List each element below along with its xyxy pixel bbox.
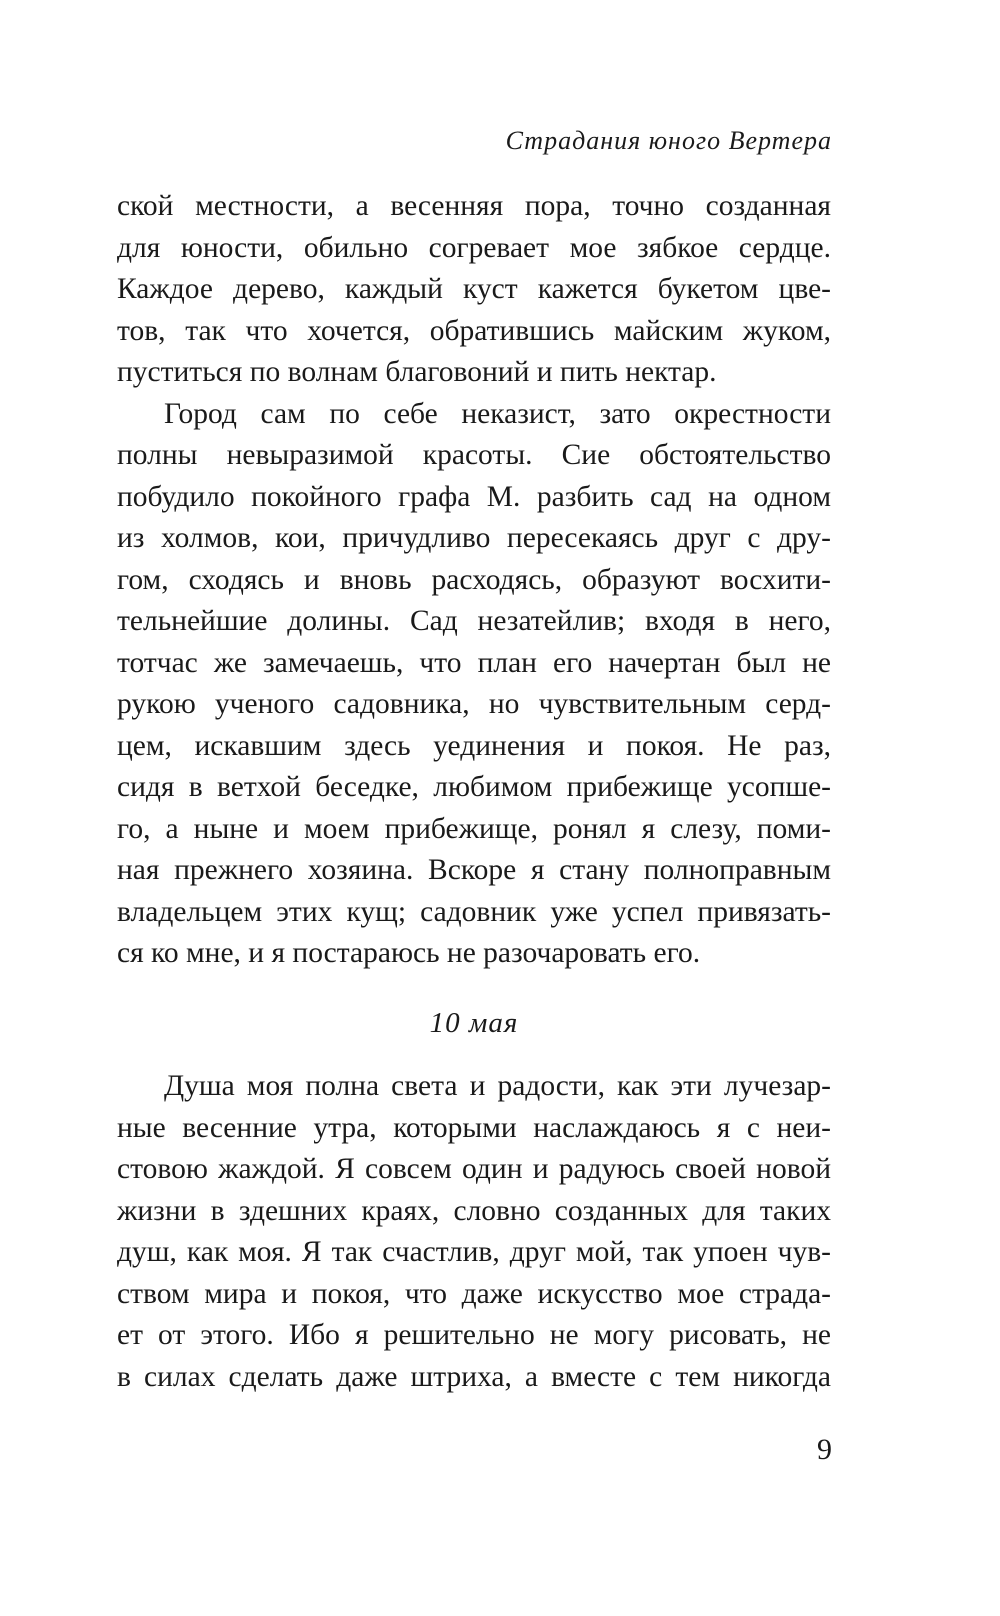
running-head: Страдания юного Вертера (505, 126, 832, 155)
text-line: сидя в ветхой беседке, любимом прибежище усопше- (117, 771, 831, 803)
text-line: стовою жаждой. Я совсем один и радуюсь своей новой (117, 1153, 831, 1185)
entry-continued (117, 186, 831, 975)
text-line: полны невыразимой красоты. Сие обстоятельство (117, 439, 831, 471)
text-line: ством мира и покоя, что даже искусство мое страда- (117, 1277, 831, 1310)
text-line: побудило покойного графа М. разбить сад на одном (117, 480, 831, 513)
text-line: пуститься по волнам благовоний и пить нектар. (117, 356, 717, 388)
text-line: Каждое дерево, каждый куст кажется букетом цве- (117, 273, 831, 305)
entry-date-heading: 10 мая (429, 1007, 519, 1039)
text-line: в силах сделать даже штриха, а вместе с тем никогда (117, 1360, 831, 1393)
text-line: гом, сходясь и вновь расходясь, образуют восхити- (117, 563, 831, 596)
text-line: ся ко мне, и я постараюсь не разочаровать его. (117, 937, 701, 969)
text-line: Душа моя полна света и радости, как эти лучезар- (164, 1070, 831, 1102)
text-line: душ, как моя. Я так счастлив, друг мой, так упоен чув- (117, 1236, 831, 1268)
text-line: ской местности, а весенняя пора, точно созданная (117, 190, 831, 222)
text-line: владельцем этих кущ; садовник уже успел привязать- (117, 895, 831, 928)
text-line: го, а ныне и моем прибежище, ронял я слезу, поми- (117, 812, 831, 845)
text-line: из холмов, кои, причудливо пересекаясь друг с дру- (117, 522, 831, 554)
text-line: цем, искавшим здесь уединения и покоя. Не раз, (117, 729, 831, 762)
text-line: ет от этого. Ибо я решительно не могу рисовать, не (117, 1319, 831, 1351)
text-line: тотчас же замечаешь, что план его начертан был не (117, 646, 831, 679)
text-line: ная прежнего хозяина. Вскоре я стану полноправным (117, 854, 831, 886)
text-line: Город сам по себе неказист, зато окрестности (164, 397, 831, 430)
text-line: ные весенние утра, которыми наслаждаюсь я с неи- (117, 1111, 831, 1144)
text-line: тов, так что хочется, обратившись майским жуком, (117, 314, 831, 347)
text-line: жизни в здешних краях, словно созданных для таких (117, 1194, 831, 1227)
text-line: для юности, обильно согревает мое зябкое сердце. (117, 231, 831, 264)
page-number: 9 (817, 1433, 832, 1466)
text-line: рукою ученого садовника, но чувствительным серд- (117, 688, 831, 720)
entry-may-10 (117, 1066, 831, 1398)
text-line: тельнейшие долины. Сад незатейлив; входя в него, (117, 605, 831, 637)
